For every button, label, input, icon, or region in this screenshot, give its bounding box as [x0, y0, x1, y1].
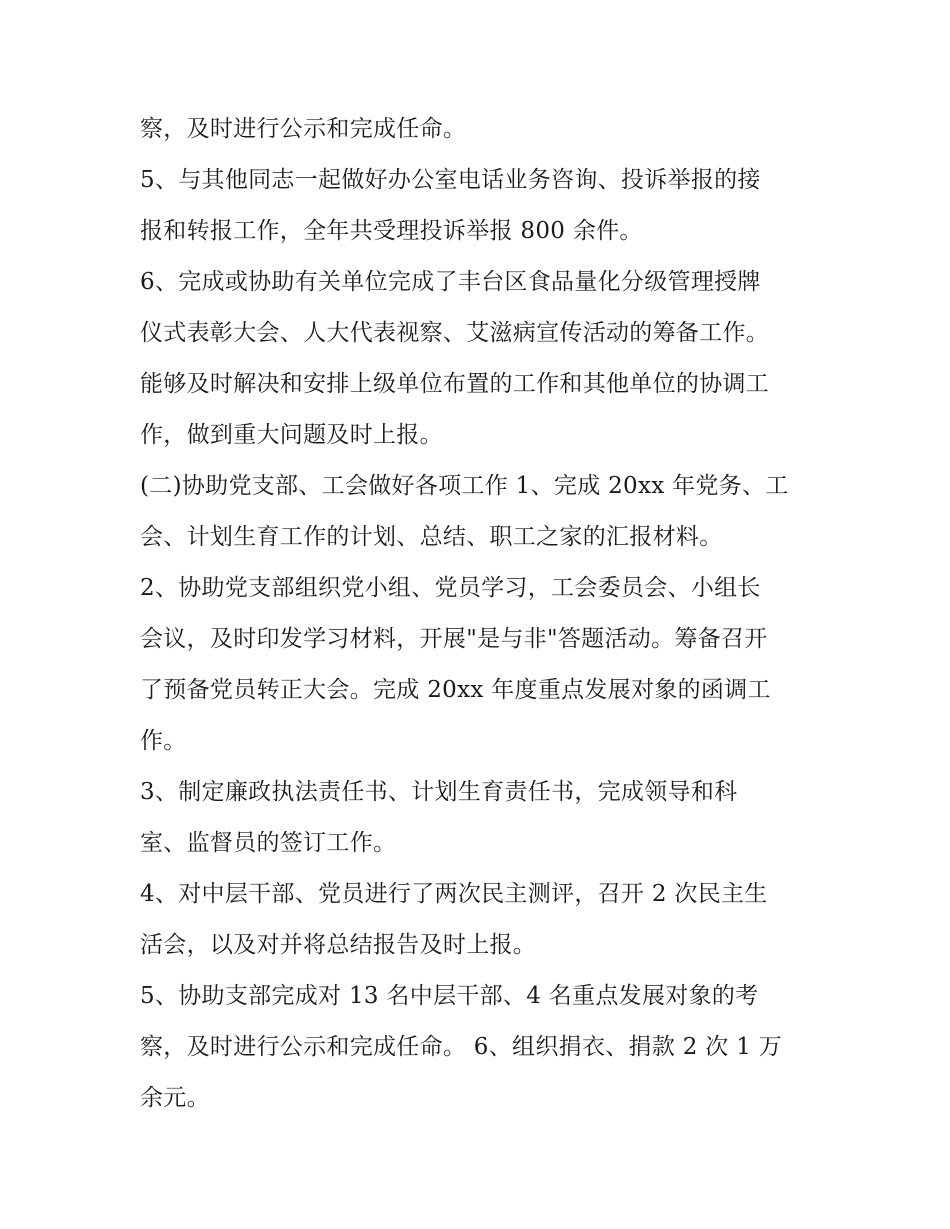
text-line: 余元。 [140, 1085, 210, 1111]
text-line: 能够及时解决和安排上级单位布置的工作和其他单位的协调工 [140, 371, 770, 397]
text-line: 察，及时进行公示和完成任命。 [140, 116, 467, 142]
text-line: 6、完成或协助有关单位完成了丰台区食品量化分级管理授牌 [140, 269, 761, 295]
text-line: 仪式表彰大会、人大代表视察、艾滋病宣传活动的筹备工作。 [140, 320, 770, 346]
text-line: 会、计划生育工作的计划、总结、职工之家的汇报材料。 [140, 524, 723, 550]
text-line: 室、监督员的签订工作。 [140, 830, 397, 856]
text-line: 5、协助支部完成对 13 名中层干部、4 名重点发展对象的考 [140, 983, 759, 1009]
text-line: 报和转报工作，全年共受理投诉举报 800 余件。 [140, 218, 643, 244]
text-line: 了预备党员转正大会。完成 20xx 年度重点发展对象的函调工 [140, 677, 771, 703]
text-line: (二)协助党支部、工会做好各项工作 1、完成 20xx 年党务、工 [140, 473, 789, 499]
text-line: 4、对中层干部、党员进行了两次民主测评，召开 2 次民主生 [140, 881, 768, 907]
text-line: 2、协助党支部组织党小组、党员学习，工会委员会、小组长 [140, 575, 761, 601]
text-line: 3、制定廉政执法责任书、计划生育责任书，完成领导和科 [140, 779, 738, 805]
text-line: 作。 [140, 728, 187, 754]
text-line: 会议，及时印发学习材料，开展"是与非"答题活动。筹备召开 [140, 626, 768, 652]
text-line: 活会，以及对并将总结报告及时上报。 [140, 932, 537, 958]
document-body [140, 104, 830, 1124]
text-line: 作，做到重大问题及时上报。 [140, 422, 443, 448]
text-line: 察，及时进行公示和完成任命。 6、组织捐衣、捐款 2 次 1 万 [140, 1034, 783, 1060]
text-line: 5、与其他同志一起做好办公室电话业务咨询、投诉举报的接 [140, 167, 761, 193]
